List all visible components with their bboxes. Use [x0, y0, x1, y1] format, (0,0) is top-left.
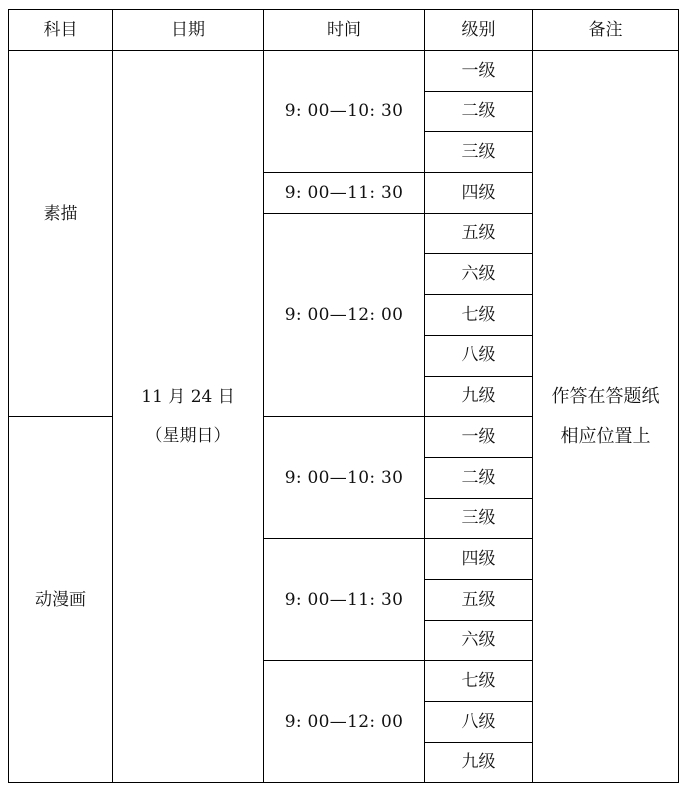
- level-cell: 九级: [425, 376, 533, 417]
- time-slot: 9: 00—10: 30: [264, 51, 425, 173]
- header-level: 级别: [425, 10, 533, 51]
- table-row: [9, 51, 679, 92]
- exam-date-cell: [113, 51, 264, 783]
- time-slot: 9: 00—12: 00: [264, 661, 425, 783]
- level-cell: 七级: [425, 295, 533, 336]
- exam-date: 11 月 24 日: [141, 387, 235, 408]
- exam-weekday: （星期日）: [145, 425, 231, 446]
- time-slot: 9: 00—10: 30: [264, 417, 425, 539]
- level-cell: 八级: [425, 335, 533, 376]
- level-cell: 六级: [425, 254, 533, 295]
- time-slot: 9: 00—12: 00: [264, 213, 425, 416]
- level-cell: 五级: [425, 579, 533, 620]
- header-time: 时间: [264, 10, 425, 51]
- level-cell: 二级: [425, 91, 533, 132]
- level-cell: 三级: [425, 498, 533, 539]
- header-remark: 备注: [533, 10, 679, 51]
- remark-line-1: 作答在答题纸: [551, 386, 660, 408]
- header-subject: 科目: [9, 10, 113, 51]
- time-slot: 9: 00—11: 30: [264, 173, 425, 214]
- remark-cell: [533, 51, 679, 783]
- level-cell: 一级: [425, 51, 533, 92]
- subject-animation: 动漫画: [9, 417, 113, 783]
- level-cell: 二级: [425, 457, 533, 498]
- level-cell: 八级: [425, 702, 533, 743]
- level-cell: 四级: [425, 173, 533, 214]
- time-slot: 9: 00—11: 30: [264, 539, 425, 661]
- remark-line-2: 相应位置上: [560, 425, 651, 447]
- level-cell: 九级: [425, 742, 533, 783]
- level-cell: 五级: [425, 213, 533, 254]
- subject-sketch: 素描: [9, 51, 113, 417]
- level-cell: 六级: [425, 620, 533, 661]
- exam-schedule-table: [8, 9, 679, 783]
- level-cell: 四级: [425, 539, 533, 580]
- level-cell: 一级: [425, 417, 533, 458]
- level-cell: 七级: [425, 661, 533, 702]
- header-row: [9, 10, 679, 51]
- level-cell: 三级: [425, 132, 533, 173]
- header-date: 日期: [113, 10, 264, 51]
